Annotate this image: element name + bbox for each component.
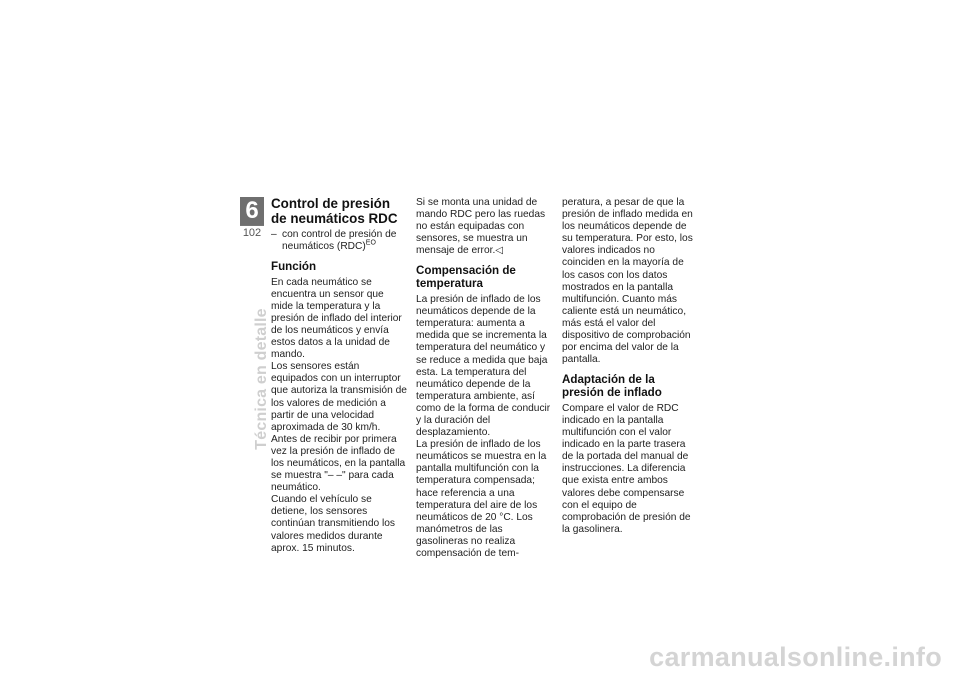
page-number: 102 [242,227,262,239]
paragraph: La presión de inflado de los neumáticos depende de la temperatura: aumenta a medida que se incrementa la temperatura del neumático y se reduce a medida que baja esta. La temperatura del neumático depende de la temperatura ambiente, así como de la forma de conducir y la duración del desplazamiento. [416,294,551,439]
chapter-number-badge: 6 [240,197,264,225]
text-column-1 [271,197,407,555]
heading-funcion: Función [271,259,317,273]
heading-adaptacion: Adaptación de la presión de inflado [562,373,662,400]
paragraph: En cada neumático se encuentra un sensor que mide la temperatura y la presión de inflado del interior de los neumáticos y envía estos datos a la unidad de mando. [271,276,402,361]
equipment-bullet [271,229,407,253]
paragraph: Compare el valor de RDC indicado en la pantalla multifunción con el valor indicado en la parte trasera de la portada del manual de instrucciones. La diferencia que exista entre ambos valores debe compensarse con el equipo de comprobación de presión de la gasolinera. [562,402,691,535]
text-column-2 [416,197,552,560]
section-title-vertical: Técnica en detalle [253,308,270,450]
page-title: Control de presión de neumáticos RDC [271,196,398,226]
bullet-dash: – [271,228,277,240]
heading-compensacion: Compensación de temperatura [416,264,516,291]
watermark-logo: carmanualsonline.info [649,642,942,672]
paragraph: Si se monta una unidad de mando RDC pero las ruedas no están equipadas con sensores, se muestra un mensaje de error.◁ [416,197,546,257]
paragraph: peratura, a pesar de que la presión de inflado medida en los neumáticos depende de su temperatura. Por esto, los valores indicados no coinciden en la mayoría de los casos con los datos mostrados en la pantalla multifunción. Cuanto más caliente está un neumático, más está el valor del dispositivo de comprobación por encima del valor de la pantalla. [562,197,693,366]
bullet-superscript: EO [365,239,376,247]
paragraph: Cuando el vehículo se detiene, los sensores continúan transmitiendo los valores medidos durante aprox. 15 minutos. [271,494,396,554]
bullet-text: con control de presión de neumáticos (RDC) [282,228,397,252]
paragraph: Los sensores están equipados con un interruptor que autoriza la transmisión de los valores de medición a partir de una velocidad aproximada de 30 km/h. Antes de recibir por primera vez la presión de inflado de los neumáticos, en la pantalla se muestra "– –" para cada neumático. [271,361,407,494]
paragraph: La presión de inflado de los neumáticos se muestra en la pantalla multifunción con la temperatura compensada; hace referencia a una temperatura del aire de los neumáticos de 20 °C. Los manómetros de las gasolineras no realiza compensación de tem- [416,439,547,560]
text-column-3 [562,197,698,536]
